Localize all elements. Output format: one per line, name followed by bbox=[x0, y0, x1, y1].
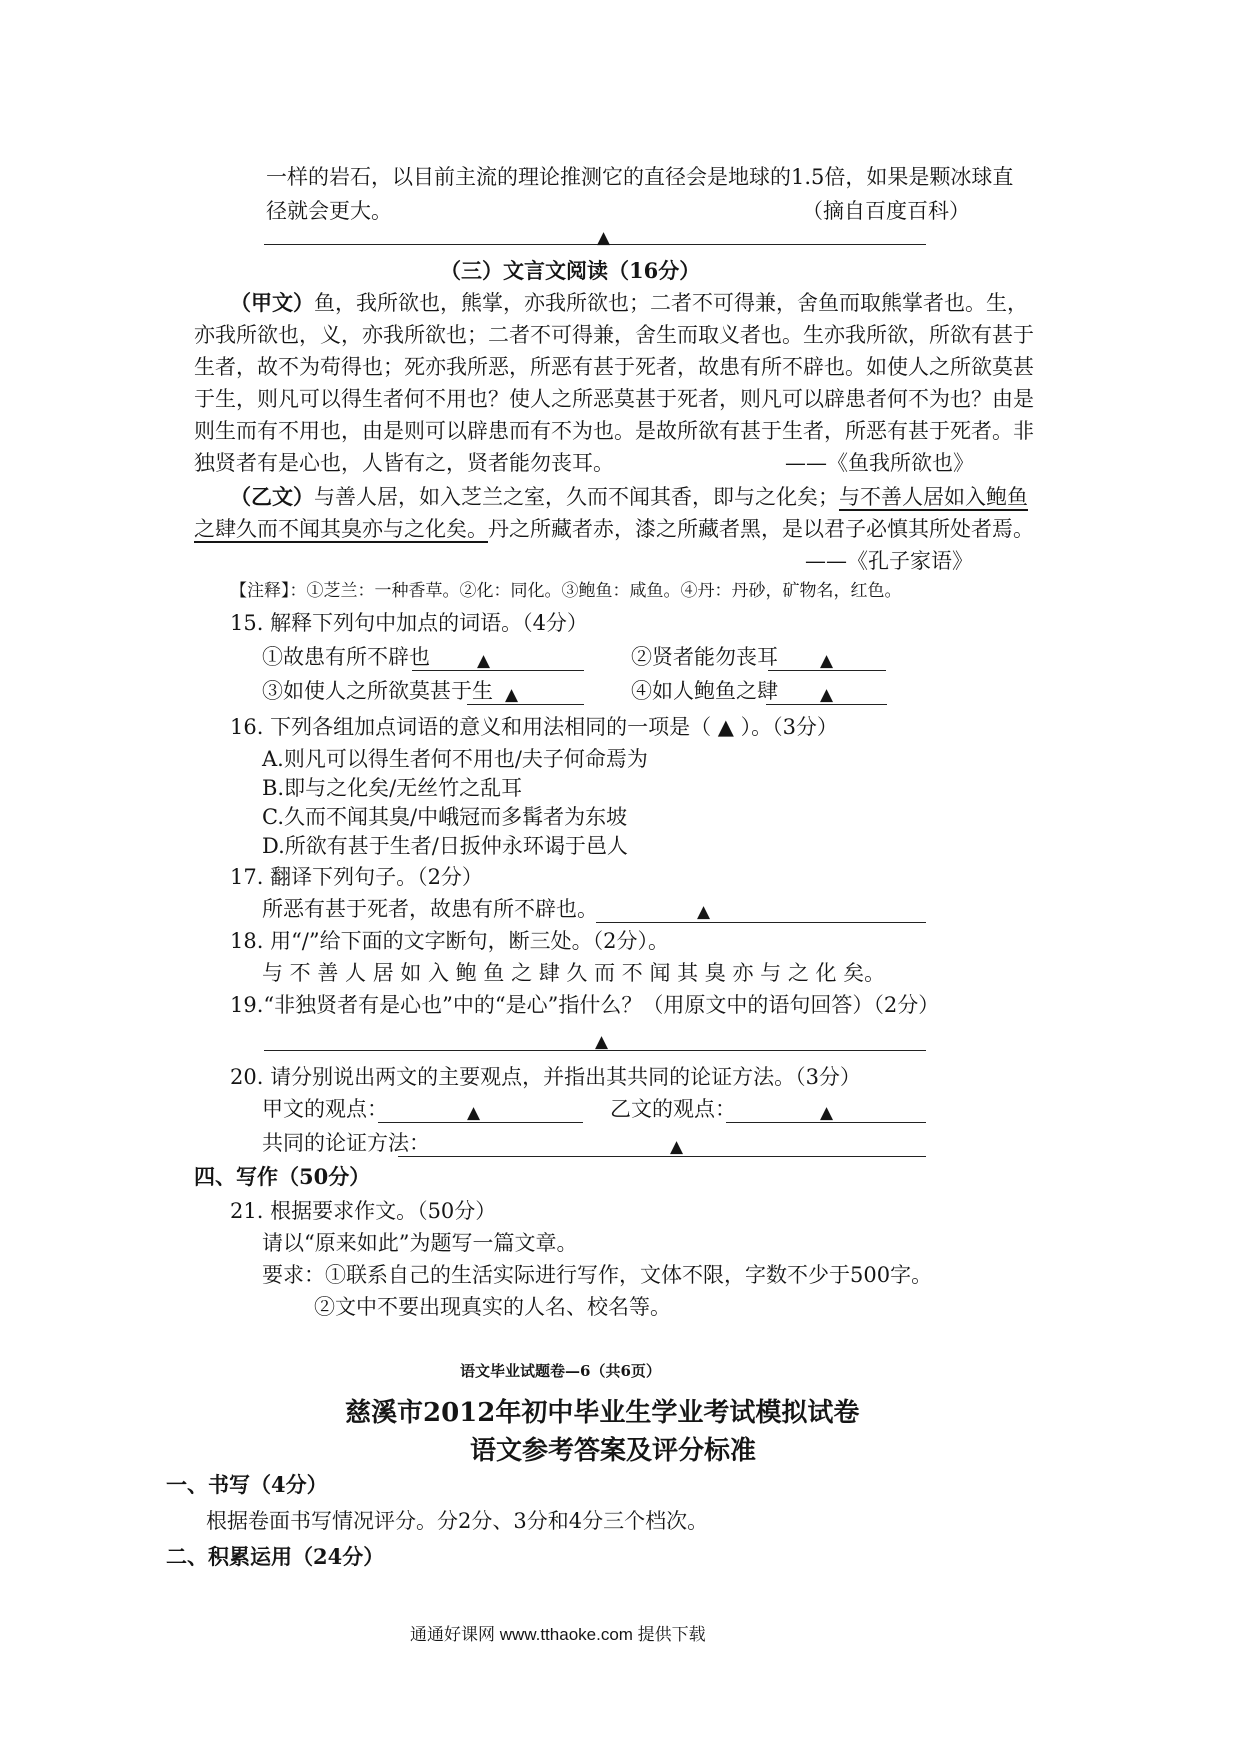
q20-method-label: 共同的论证方法： bbox=[262, 1131, 430, 1155]
passage-line: 生者，故不为苟得也；死亦我所恶，所恶有甚于死者，故患有所不辟也。如使人之所欲莫甚 bbox=[194, 355, 1034, 379]
passage-text: 丹之所藏者赤，漆之所藏者黑，是以君子必慎其所处者焉。 bbox=[488, 517, 1034, 541]
passage-line bbox=[230, 288, 1028, 318]
underlined-text: 与不善人居如入鲍鱼 bbox=[839, 485, 1028, 509]
answer-section-text: 根据卷面书写情况评分。分2分、3分和4分三个档次。 bbox=[206, 1509, 709, 1533]
q16-option-a: A.则凡可以得生者何不用也/夫子何命焉为 bbox=[262, 747, 648, 771]
q20-method-answer[interactable] bbox=[398, 1156, 926, 1157]
answer-mark: ▲ bbox=[595, 1032, 609, 1052]
underlined-text: 之肆久而不闻其臭亦与之化矣。 bbox=[194, 517, 488, 541]
q15-item-2: ②贤者能勿丧耳 bbox=[631, 645, 778, 669]
notes: 【注释】：①芝兰：一种香草。②化：同化。③鲍鱼：咸鱼。④丹：丹砂，矿物名，红色。 bbox=[230, 581, 902, 601]
page-footer: 语文毕业试题卷—6（共6页） bbox=[460, 1362, 661, 1380]
q16-option-b: B.即与之化矣/无丝竹之乱耳 bbox=[262, 776, 523, 800]
q15-item-1: ①故患有所不辟也 bbox=[262, 645, 430, 669]
passage-label: （甲文） bbox=[230, 290, 314, 315]
question-16: 16. 下列各组加点词语的意义和用法相同的一项是（ ▲ ）。（3分） bbox=[230, 715, 838, 739]
answer-mark: ▲ bbox=[820, 1103, 834, 1123]
essay-prompt: 请以“原来如此”为题写一篇文章。 bbox=[262, 1231, 578, 1255]
passage-line: 则生而有不用也，由是则可以辟患而有不为也。是故所欲有甚于生者，所恶有甚于死者。非 bbox=[194, 419, 1034, 443]
passage-source: ——《孔子家语》 bbox=[805, 549, 973, 573]
q15-answer-1[interactable] bbox=[412, 670, 584, 671]
answer-section-heading: 二、积累运用（24分） bbox=[166, 1544, 385, 1569]
passage-line: 亦我所欲也，义，亦我所欲也；二者不可得兼，舍生而取义者也。生亦我所欲，所欲有甚于 bbox=[194, 323, 1034, 347]
answer-mark: ▲ bbox=[820, 651, 834, 671]
q16-option-d: D.所欲有甚于生者/日扳仲永环谒于邑人 bbox=[262, 834, 628, 858]
question-15: 15. 解释下列句中加点的词语。（4分） bbox=[230, 611, 588, 635]
passage-label: （乙文） bbox=[230, 484, 314, 509]
passage-line: 径就会更大。 bbox=[266, 199, 392, 223]
question-21: 21. 根据要求作文。（50分） bbox=[230, 1199, 497, 1223]
answer-mark: ▲ bbox=[505, 685, 519, 705]
question-20: 20. 请分别说出两文的主要观点，并指出其共同的论证方法。（3分） bbox=[230, 1065, 861, 1089]
answer-key-subtitle: 语文参考答案及评分标准 bbox=[470, 1436, 757, 1466]
q17-sentence: 所恶有甚于死者，故患有所不辟也。 bbox=[262, 897, 598, 921]
q20-jia-answer[interactable] bbox=[378, 1122, 583, 1123]
passage-line: 独贤者有是心也，人皆有之，贤者能勿丧耳。 bbox=[194, 451, 614, 475]
answer-section-heading: 一、书写（4分） bbox=[166, 1472, 328, 1497]
passage-text: 与善人居，如入芝兰之室，久而不闻其香，即与之化矣； bbox=[314, 485, 839, 509]
answer-mark: ▲ bbox=[467, 1103, 481, 1123]
answer-key-title: 慈溪市2012年初中毕业生学业考试模拟试卷 bbox=[345, 1398, 860, 1428]
answer-mark: ▲ bbox=[477, 651, 491, 671]
question-19: 19.“非独贤者有是心也”中的“是心”指什么？（用原文中的语句回答）（2分） bbox=[230, 993, 940, 1017]
answer-mark: ▲ bbox=[597, 228, 611, 248]
download-site-footer[interactable]: 通通好课网 www.tthaoke.com 提供下载 bbox=[410, 1625, 706, 1644]
section-heading: （三）文言文阅读（16分） bbox=[440, 258, 701, 283]
passage-text: 鱼，我所欲也，熊掌，亦我所欲也；二者不可得兼，舍鱼而取熊掌者也。生， bbox=[314, 291, 1028, 315]
essay-requirement-1: 要求：①联系自己的生活实际进行写作，文体不限，字数不少于500字。 bbox=[262, 1263, 933, 1287]
q15-item-3: ③如使人之所欲莫甚于生 bbox=[262, 679, 493, 703]
q18-text[interactable]: 与 不 善 人 居 如 入 鲍 鱼 之 肆 久 而 不 闻 其 臭 亦 与 之 化 矣。 bbox=[262, 961, 886, 985]
answer-mark: ▲ bbox=[697, 902, 711, 922]
answer-mark: ▲ bbox=[820, 685, 834, 705]
passage-source: （摘自百度百科） bbox=[802, 199, 970, 223]
passage-line: 于生，则凡可以得生者何不用也？使人之所恶莫甚于死者，则凡可以辟患者何不为也？由是 bbox=[194, 387, 1034, 411]
question-18: 18. 用“/”给下面的文字断句，断三处。（2分）。 bbox=[230, 929, 669, 953]
q15-item-4: ④如人鲍鱼之肆 bbox=[631, 679, 778, 703]
answer-mark: ▲ bbox=[670, 1137, 684, 1157]
q17-answer[interactable] bbox=[596, 922, 926, 923]
q16-option-c: C.久而不闻其臭/中峨冠而多髯者为东坡 bbox=[262, 805, 628, 829]
passage-line bbox=[194, 514, 1034, 544]
section-heading: 四、写作（50分） bbox=[194, 1164, 371, 1189]
passage-line: 一样的岩石，以目前主流的理论推测它的直径会是地球的1.5倍，如果是颗冰球直 bbox=[266, 165, 1014, 189]
q20-yi-label: 乙文的观点： bbox=[610, 1097, 736, 1121]
answer-line[interactable] bbox=[264, 244, 926, 245]
question-17: 17. 翻译下列句子。（2分） bbox=[230, 865, 483, 889]
q20-jia-label: 甲文的观点： bbox=[262, 1097, 388, 1121]
passage-source: ——《鱼我所欲也》 bbox=[785, 451, 974, 475]
passage-line bbox=[230, 482, 1028, 512]
q15-answer-3[interactable] bbox=[467, 704, 584, 705]
essay-requirement-2: ②文中不要出现真实的人名、校名等。 bbox=[314, 1295, 671, 1319]
